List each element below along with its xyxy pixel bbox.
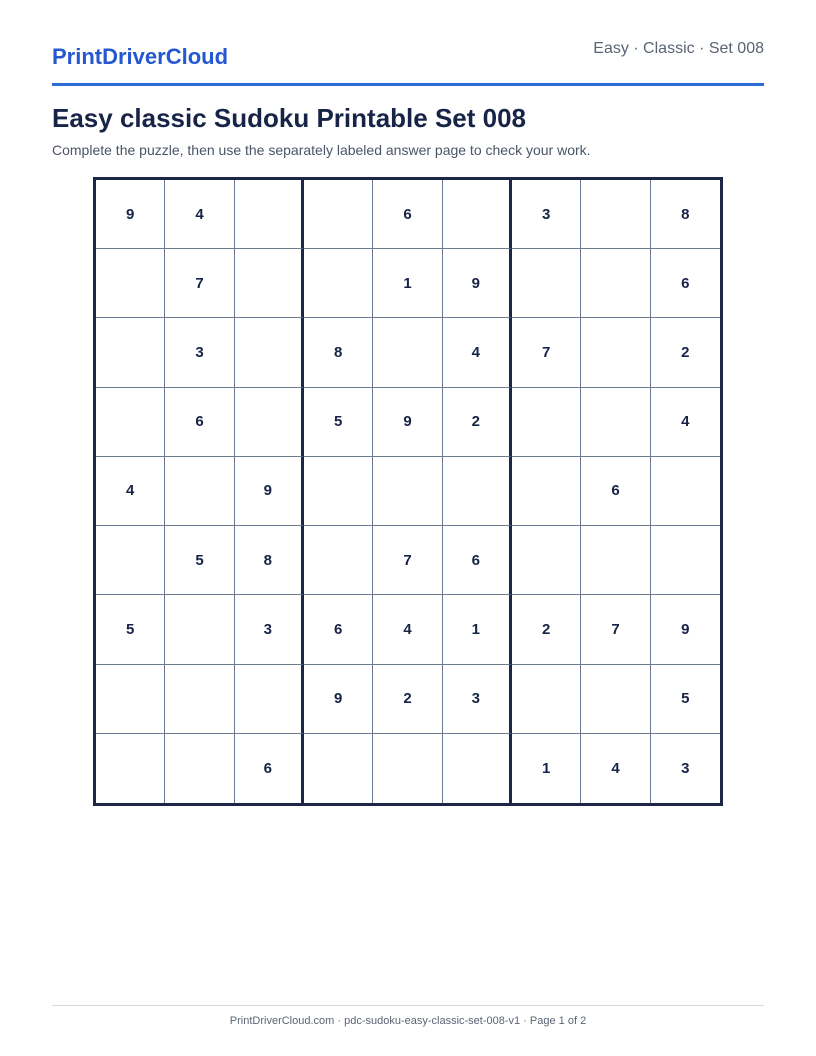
sudoku-cell-r5-c7[interactable] <box>512 457 581 526</box>
sudoku-cell-r4-c3[interactable] <box>235 388 304 457</box>
sudoku-cell-r3-c8[interactable] <box>581 318 650 387</box>
sudoku-cell-r8-c4[interactable]: 9 <box>304 665 373 734</box>
sudoku-cell-r1-c5[interactable]: 6 <box>373 180 442 249</box>
sudoku-cell-r2-c8[interactable] <box>581 249 650 318</box>
sudoku-cell-r6-c9[interactable] <box>651 526 720 595</box>
sudoku-cell-r9-c4[interactable] <box>304 734 373 803</box>
sudoku-cell-r9-c3[interactable]: 6 <box>235 734 304 803</box>
sudoku-cell-r2-c6[interactable]: 9 <box>443 249 512 318</box>
sudoku-cell-r6-c3[interactable]: 8 <box>235 526 304 595</box>
sudoku-cell-r1-c2[interactable]: 4 <box>165 180 234 249</box>
sudoku-cell-r8-c2[interactable] <box>165 665 234 734</box>
sudoku-cell-r5-c8[interactable]: 6 <box>581 457 650 526</box>
page-title: Easy classic Sudoku Printable Set 008 <box>52 103 527 133</box>
sudoku-cell-r4-c9[interactable]: 4 <box>651 388 720 457</box>
sudoku-cell-r8-c5[interactable]: 2 <box>373 665 442 734</box>
brand-logo[interactable]: PrintDriverCloud <box>52 44 229 69</box>
sudoku-cell-r5-c6[interactable] <box>443 457 512 526</box>
sudoku-cell-r8-c1[interactable] <box>96 665 165 734</box>
sudoku-cell-r3-c5[interactable] <box>373 318 442 387</box>
sudoku-cell-r4-c2[interactable]: 6 <box>165 388 234 457</box>
sudoku-cell-r9-c7[interactable]: 1 <box>512 734 581 803</box>
puzzle-tagline: Easy · Classic · Set 008 <box>593 40 764 57</box>
sudoku-cell-r2-c7[interactable] <box>512 249 581 318</box>
page-subtitle: Complete the puzzle, then use the separately labeled answer page to check your work. <box>52 142 591 158</box>
sudoku-cell-r2-c5[interactable]: 1 <box>373 249 442 318</box>
sudoku-cell-r6-c8[interactable] <box>581 526 650 595</box>
sudoku-cell-r7-c8[interactable]: 7 <box>581 595 650 664</box>
sudoku-cell-r2-c4[interactable] <box>304 249 373 318</box>
sudoku-cell-r4-c6[interactable]: 2 <box>443 388 512 457</box>
sudoku-cell-r6-c5[interactable]: 7 <box>373 526 442 595</box>
sudoku-cell-r2-c9[interactable]: 6 <box>651 249 720 318</box>
sudoku-cell-r3-c3[interactable] <box>235 318 304 387</box>
sudoku-cell-r3-c2[interactable]: 3 <box>165 318 234 387</box>
sudoku-cell-r7-c3[interactable]: 3 <box>235 595 304 664</box>
sudoku-cell-r6-c1[interactable] <box>96 526 165 595</box>
sudoku-cell-r4-c8[interactable] <box>581 388 650 457</box>
sudoku-cell-r9-c6[interactable] <box>443 734 512 803</box>
sudoku-cell-r6-c2[interactable]: 5 <box>165 526 234 595</box>
sudoku-cell-r3-c6[interactable]: 4 <box>443 318 512 387</box>
sudoku-cell-r5-c3[interactable]: 9 <box>235 457 304 526</box>
sudoku-cell-r8-c6[interactable]: 3 <box>443 665 512 734</box>
sudoku-cell-r2-c3[interactable] <box>235 249 304 318</box>
sudoku-cell-r9-c9[interactable]: 3 <box>681 759 690 777</box>
sudoku-cell-r5-c9[interactable] <box>651 457 720 526</box>
sudoku-cell-r1-c9[interactable]: 8 <box>651 180 720 249</box>
sudoku-cell-r6-c7[interactable] <box>512 526 581 595</box>
sudoku-cell-r7-c1[interactable]: 5 <box>96 595 165 664</box>
sudoku-cell-r2-c1[interactable] <box>96 249 165 318</box>
sudoku-cell-r1-c7[interactable]: 3 <box>512 180 581 249</box>
sudoku-cell-r9-c2[interactable] <box>165 734 234 803</box>
sudoku-cell-r8-c7[interactable] <box>512 665 581 734</box>
sudoku-cell-r4-c1[interactable] <box>96 388 165 457</box>
sudoku-cell-r6-c6[interactable]: 6 <box>443 526 512 595</box>
sudoku-cell-r2-c2[interactable]: 7 <box>165 249 234 318</box>
sudoku-cell-r1-c6[interactable] <box>443 180 512 249</box>
sudoku-cell-r7-c9[interactable]: 9 <box>651 595 720 664</box>
sudoku-cell-r1-c3[interactable] <box>235 180 304 249</box>
sudoku-cell-r6-c4[interactable] <box>304 526 373 595</box>
sudoku-cell-r5-c2[interactable] <box>165 457 234 526</box>
sudoku-cell-r3-c7[interactable]: 7 <box>512 318 581 387</box>
sudoku-cell-r7-c5[interactable]: 4 <box>373 595 442 664</box>
sudoku-cell-r8-c9[interactable]: 5 <box>651 665 720 734</box>
sudoku-cell-r7-c6[interactable]: 1 <box>443 595 512 664</box>
sudoku-cell-r4-c4[interactable]: 5 <box>304 388 373 457</box>
sudoku-cell-r4-c5[interactable]: 9 <box>373 388 442 457</box>
sudoku-cell-r9-c8[interactable]: 4 <box>581 734 650 803</box>
sudoku-cell-r7-c7[interactable]: 2 <box>512 595 581 664</box>
sudoku-cell-r9-c5[interactable] <box>373 734 442 803</box>
sudoku-cell-r3-c1[interactable] <box>96 318 165 387</box>
sudoku-cell-r4-c7[interactable] <box>512 388 581 457</box>
sudoku-cell-r9-c1[interactable] <box>96 734 165 803</box>
sudoku-cell-r7-c2[interactable] <box>165 595 234 664</box>
sudoku-cell-r8-c3[interactable] <box>235 665 304 734</box>
page-footer: PrintDriverCloud.com · pdc-sudoku-easy-classic-set-008-v1 · Page 1 of 2 <box>52 1005 764 1027</box>
page-header <box>52 0 764 86</box>
sudoku-cell-r5-c5[interactable] <box>373 457 442 526</box>
sudoku-cell-r3-c4[interactable]: 8 <box>304 318 373 387</box>
sudoku-grid <box>93 177 723 806</box>
sudoku-cell-r7-c4[interactable]: 6 <box>304 595 373 664</box>
sudoku-cell-r1-c1[interactable]: 9 <box>96 180 165 249</box>
sudoku-cell-r8-c8[interactable] <box>581 665 650 734</box>
sudoku-cell-r1-c8[interactable] <box>581 180 650 249</box>
sudoku-cell-r5-c1[interactable]: 4 <box>96 457 165 526</box>
sudoku-cell-r5-c4[interactable] <box>304 457 373 526</box>
sudoku-cell-r1-c4[interactable] <box>304 180 373 249</box>
sudoku-cell-r3-c9[interactable]: 2 <box>651 318 720 387</box>
